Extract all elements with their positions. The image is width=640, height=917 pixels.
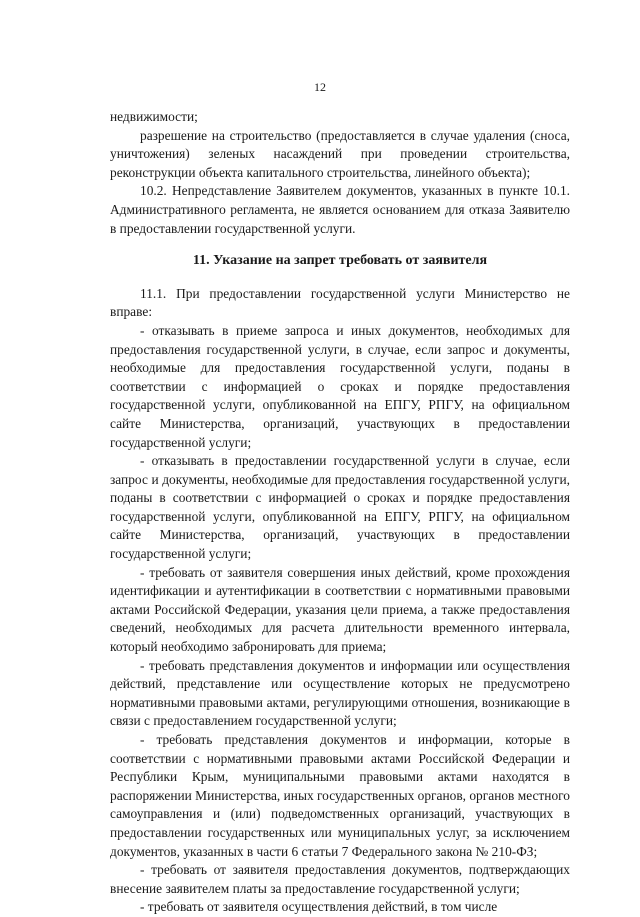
list-item: - требовать от заявителя совершения иных действий, кроме прохождения идентификации и аутентификации в соответствии с нормативными правовыми актами Российской Федерации, указания цели приема, а также предоставления сведений, необходимых для расчета длительности временного интервала, который необходимо забронировать для приема; xyxy=(110,564,570,655)
section-heading: 11. Указание на запрет требовать от заявителя xyxy=(192,253,488,269)
page-number: 12 xyxy=(314,80,326,94)
paragraph: недвижимости; xyxy=(110,109,198,124)
list-item: - отказывать в предоставлении государственной услуги в случае, если запрос и документы, необходимые для предоставления государственной услуги, поданы в соответствии с информацией о сроках и порядке предоставления государственной услуги, опубликованной на ЕПГУ, РПГУ, на официальном сайте Министерства, организаций, участвующих в предоставлении государственной услуги; xyxy=(110,453,570,562)
paragraph: 11.1. При предоставлении государственной услуги Министерство не вправе: xyxy=(110,285,570,320)
document-body xyxy=(110,108,570,917)
paragraph: 10.2. Непредставление Заявителем документов, указанных в пункте 10.1. Административного регламента, не является основанием для отказа Заявителю в предоставлении государственной услуги. xyxy=(110,183,570,236)
list-item: - отказывать в приеме запроса и иных документов, необходимых для предоставления государственной услуги, в случае, если запрос и документы, необходимые для предоставления государственной услуги, поданы в соответствии с информацией о сроках и порядке предоставления государственной услуги, опубликованной на ЕПГУ, РПГУ, на официальном сайте Министерства, организаций, участвующих в предоставлении государственной услуги; xyxy=(110,322,570,450)
list-item: - требовать представления документов и информации или осуществления действий, представление или осуществление которых не предусмотрено нормативными правовыми актами, регулирующими отношения, возникающие в связи с предоставлением государственной услуги; xyxy=(110,657,570,729)
paragraph: разрешение на строительство (предоставляется в случае удаления (сноса, уничтожения) зеленых насаждений при проведении строительства, реконструкции объекта капитального строительства, линейного объекта); xyxy=(110,127,570,180)
list-item: - требовать представления документов и информации, которые в соответствии с нормативными правовыми актами Российской Федерации и Республики Крым, муниципальными правовыми актами находятся в распоряжении Министерства, иных государственных органов, органов местного самоуправления и (или) подведомственных организаций, участвующих в предоставлении государственных или муниципальных услуг, за исключением документов, указанных в части 6 статьи 7 Федерального закона № 210-ФЗ; xyxy=(110,732,570,859)
list-item: - требовать от заявителя осуществления действий, в том числе xyxy=(140,899,498,915)
list-item: - требовать от заявителя предоставления документов, подтверждающих внесение заявителем платы за предоставление государственной услуги; xyxy=(110,862,570,896)
